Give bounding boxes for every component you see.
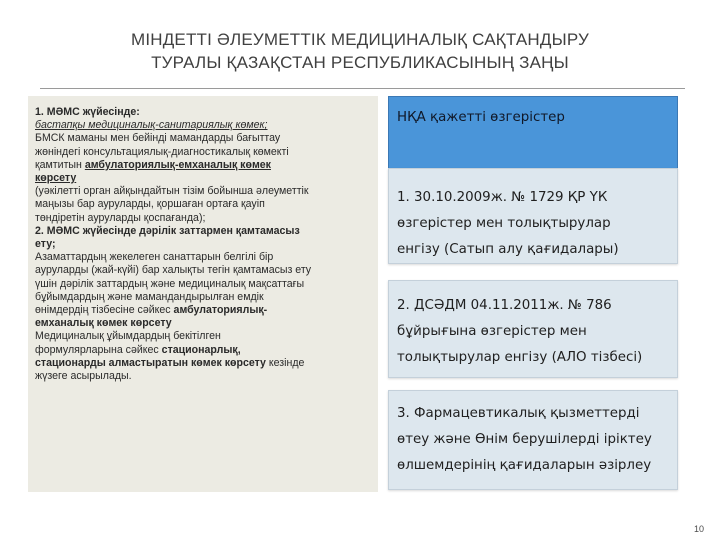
panel-emphasis: амбулаториялық-емханалық көмек xyxy=(84,158,271,171)
panel-line xyxy=(35,159,372,172)
panel-line: емханалық көмек көрсету xyxy=(35,317,172,330)
card-line: 2. ДСӘДМ 04.11.2011ж. № 786 xyxy=(397,298,612,313)
panel-line xyxy=(35,304,372,317)
panel-emphasis: амбулаториялық- xyxy=(173,304,268,317)
panel-line: жүзеге асырылады. xyxy=(35,370,132,383)
card-line: өзгерістер мен толықтырулар xyxy=(397,216,611,231)
panel-line: ету; xyxy=(35,238,56,251)
panel-line: 2. МӘМС жүйесінде дәрілік заттармен қамтамасыз xyxy=(35,224,300,237)
panel-line: 1. МӘМС жүйесінде: xyxy=(35,106,140,118)
panel-text: қамтитын xyxy=(35,158,85,171)
panel-line: БМСК маманы мен бейінді мамандарды бағыттау xyxy=(35,132,281,145)
panel-line: үшін дәрілік заттардың және медициналық мақсаттағы xyxy=(35,277,305,290)
page-number: 10 xyxy=(694,524,705,534)
card-line: бұйрығына өзгерістер мен xyxy=(397,324,587,339)
panel-text: кезінде xyxy=(265,356,305,369)
change-card-3 xyxy=(388,390,678,490)
card-line: өлшемдерінің қағидаларын әзірлеу xyxy=(397,458,652,473)
panel-line: (уәкілетті орган айқындайтын тізім бойынша әлеуметтік xyxy=(35,185,309,198)
panel-text: формулярларына сәйкес xyxy=(35,343,162,356)
panel-text: өнімдердің тізбесіне сәйкес xyxy=(35,304,174,317)
panel-line xyxy=(35,357,372,370)
panel-line: төндіретін ауруларды қоспағанда); xyxy=(35,211,206,224)
panel-line: бастапқы медициналық-санитариялық көмек; xyxy=(35,119,268,132)
panel-line: көрсету xyxy=(35,172,77,185)
panel-emphasis: стационарды алмастыратын көмек көрсету xyxy=(35,356,266,369)
slide-title-line-1: МІНДЕТТІ ӘЛЕУМЕТТІК МЕДИЦИНАЛЫҚ САҚТАНДЫРУ xyxy=(130,30,590,49)
header-text: НҚА қажетті өзгерістер xyxy=(397,110,565,125)
slide-title-line-2: ТУРАЛЫ ҚАЗАҚСТАН РЕСПУБЛИКАСЫНЫҢ ЗАҢЫ xyxy=(151,53,569,72)
title-divider xyxy=(40,88,685,89)
panel-line: Медициналық ұйымдардың бекітілген xyxy=(35,330,221,343)
panel-line: ауруларды (жай-күйі) бар халықты тегін қамтамасыз ету xyxy=(35,264,312,277)
card-line: 1. 30.10.2009ж. № 1729 ҚР ҮК xyxy=(397,190,608,205)
panel-line: Азаматтардың жекелеген санаттарын белгілі бір xyxy=(35,251,274,264)
panel-line xyxy=(35,344,372,357)
card-line: өтеу және Өнім берушілерді іріктеу xyxy=(397,432,652,447)
card-line: 3. Фармацевтикалық қызметтерді xyxy=(397,406,640,421)
card-line: енгізу (Сатып алу қағидалары) xyxy=(397,242,619,257)
panel-line: бұйымдардың және мамандандырылған емдік xyxy=(35,290,264,303)
change-card-2 xyxy=(388,280,678,378)
card-line: толықтырулар енгізу (АЛО тізбесі) xyxy=(397,350,643,365)
change-card-1 xyxy=(388,168,678,264)
slide-title xyxy=(40,28,680,74)
law-description-panel xyxy=(28,96,378,492)
panel-line: жөніндегі консультациялық-диагностикалық көмекті xyxy=(35,145,289,158)
panel-emphasis: стационарлық, xyxy=(161,343,241,356)
panel-line: маңызы бар ауруларды, қоршаған ортаға қауіп xyxy=(35,198,265,211)
